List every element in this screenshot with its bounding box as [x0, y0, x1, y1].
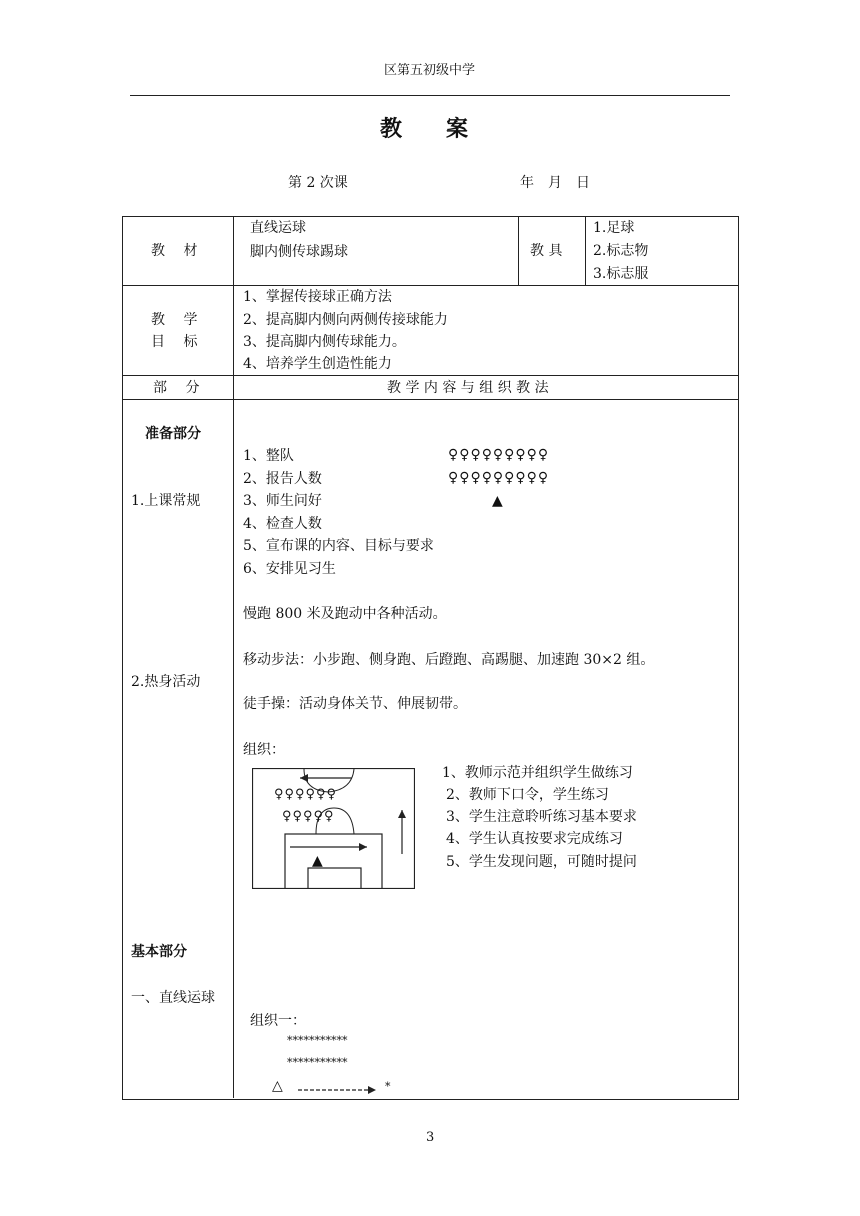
- org1-row: ***********: [287, 1056, 348, 1069]
- org-note: 4、学生认真按要求完成练习: [446, 831, 623, 847]
- goals-label: 教 学: [151, 312, 198, 328]
- field-diagram: [252, 768, 415, 889]
- table-rule: [122, 375, 738, 376]
- field-teacher-marker: ▲: [312, 853, 323, 869]
- goal-item: 3、提高脚内侧传球能力。: [243, 334, 406, 350]
- routine-item: 4、检查人数: [243, 516, 322, 532]
- table-col-divider: [585, 216, 586, 285]
- org1-end-marker: *: [385, 1080, 391, 1093]
- routine-item: 5、宣布课的内容、目标与要求: [243, 538, 434, 554]
- org1-label: 组织一：: [250, 1013, 306, 1029]
- part-header: 部 分: [153, 380, 200, 396]
- warmup-run: 慢跑 800 米及跑动中各种活动。: [243, 606, 447, 622]
- equipment-item: 2.标志物: [593, 243, 649, 259]
- equipment-label: 教 具: [530, 243, 563, 259]
- table-col-divider: [518, 216, 519, 285]
- warmup-section: 2.热身活动: [131, 674, 201, 690]
- equipment-item: 3.标志服: [593, 266, 649, 282]
- table-rule: [122, 285, 738, 286]
- page-title: 教 案: [380, 116, 469, 142]
- basic-section: 基本部分: [131, 944, 187, 960]
- school-header: 区第五初级中学: [384, 63, 476, 78]
- teacher-marker: ▲: [492, 493, 503, 509]
- org1-start-marker: △: [272, 1078, 283, 1094]
- org1-dashed-arrow: [298, 1081, 378, 1093]
- page-number: 3: [426, 1130, 435, 1145]
- content-header: 教 学 内 容 与 组 织 教 法: [387, 380, 549, 396]
- materials-item: 脚内侧传球踢球: [250, 244, 348, 260]
- equipment-item: 1.足球: [593, 220, 635, 236]
- routine-section: 1.上课常规: [131, 493, 201, 509]
- org1-row: ***********: [287, 1034, 348, 1047]
- org-note: 1、教师示范并组织学生做练习: [442, 765, 633, 781]
- goal-item: 1、掌握传接球正确方法: [243, 289, 392, 305]
- student-formation-row: ♀♀♀♀♀♀♀♀♀: [448, 447, 550, 463]
- routine-item: 1、整队: [243, 448, 294, 464]
- materials-item: 直线运球: [250, 220, 306, 236]
- routine-item: 2、报告人数: [243, 471, 322, 487]
- prep-section: 准备部分: [145, 426, 201, 442]
- goals-label: 目 标: [151, 334, 198, 350]
- lesson-date: 年 月 日: [520, 175, 590, 191]
- org-note: 2、教师下口令，学生练习: [446, 787, 609, 803]
- student-formation-row: ♀♀♀♀♀♀♀♀♀: [448, 470, 550, 486]
- routine-item: 3、师生问好: [243, 493, 322, 509]
- routine-item: 6、安排见习生: [243, 561, 336, 577]
- lesson-number: 第 2 次课: [288, 175, 348, 191]
- warmup-stretch: 徒手操：活动身体关节、伸展韧带。: [243, 696, 467, 712]
- field-student-row: ♀♀♀♀♀♀: [274, 787, 338, 802]
- table-col-divider: [233, 216, 234, 1098]
- goal-item: 2、提高脚内侧向两侧传接球能力: [243, 312, 448, 328]
- header-rule: [130, 95, 730, 96]
- table-rule: [122, 399, 738, 400]
- dribble-section: 一、直线运球: [131, 990, 215, 1006]
- goal-item: 4、培养学生创造性能力: [243, 356, 392, 372]
- field-student-row: ♀♀♀♀♀: [282, 809, 335, 824]
- org-label: 组织：: [243, 742, 285, 758]
- org-note: 3、学生注意聆听练习基本要求: [446, 809, 637, 825]
- warmup-moves: 移动步法：小步跑、侧身跑、后蹬跑、高踢腿、加速跑 30×2 组。: [243, 652, 655, 668]
- org-note: 5、学生发现问题，可随时提问: [446, 854, 637, 870]
- materials-label: 教 材: [151, 243, 198, 259]
